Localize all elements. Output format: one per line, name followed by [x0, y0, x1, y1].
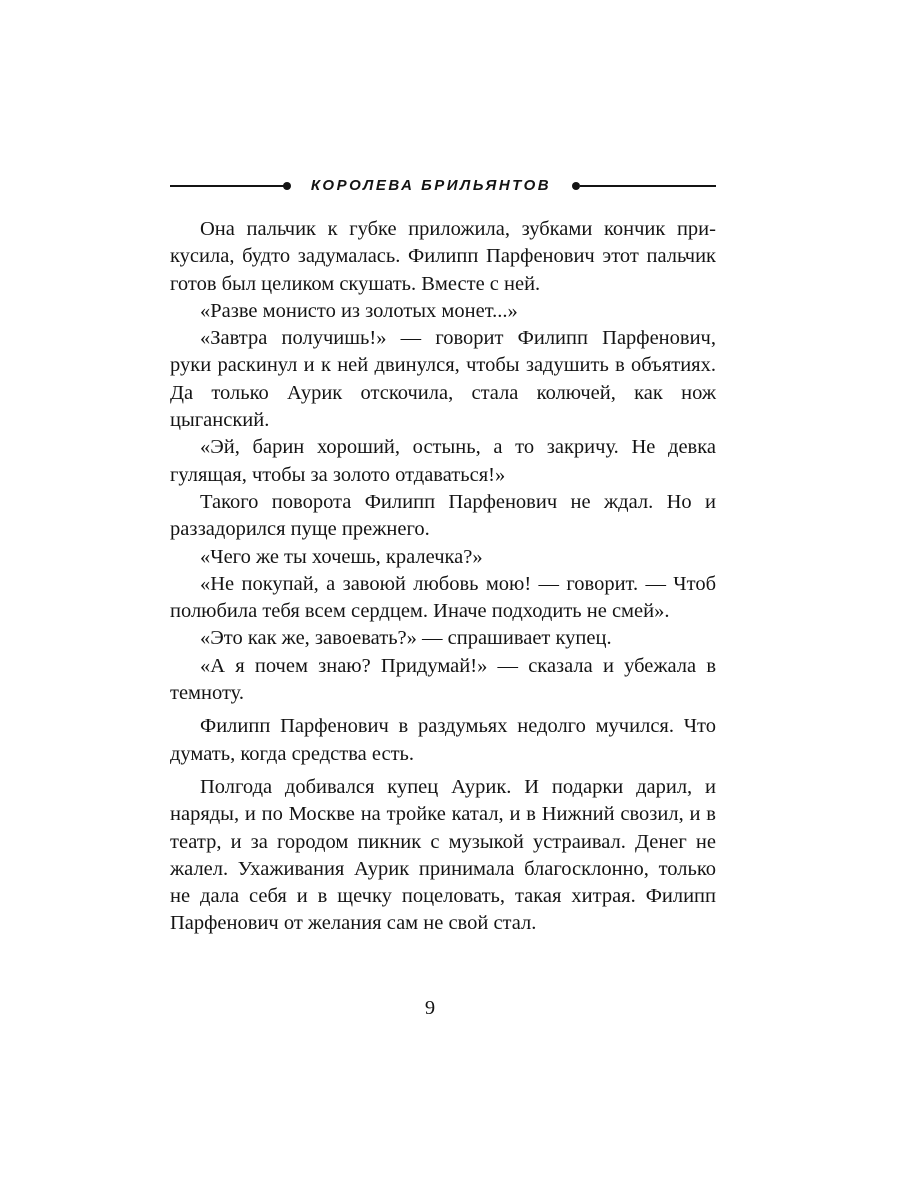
- paragraph: «Разве монисто из золотых монет...»: [200, 299, 518, 322]
- paragraph: «Эй, барин хороший, остынь, а то закричу. Не девка гулящая, чтобы за золото отдаваться!»: [170, 436, 716, 486]
- page-number: 9: [424, 997, 436, 1019]
- paragraph: «Это как же, завоевать?» — спрашивает купец.: [200, 627, 612, 650]
- running-header: [170, 174, 716, 198]
- paragraph: «А я почем знаю? Придумай!» — сказала и убежала в темноту.: [170, 654, 716, 705]
- paragraph: Она пальчик к губке приложила, зубками кончик прикусила, будто задумалась. Филипп Парфенович этот пальчик готов был целиком скушать. Вместе с ней.: [170, 218, 716, 295]
- header-bullet-left: [283, 182, 291, 190]
- header-rule-left: [170, 185, 286, 187]
- header-rule-right: [580, 185, 716, 187]
- paragraph: «Завтра получишь!» — говорит Филипп Парфенович, руки раскинул и к ней двинулся, чтобы задушить в объятиях. Да только Аурик отскочила, стала колючей, как нож цыганский.: [170, 327, 716, 432]
- paragraph: Полгода добивался купец Аурик. И подарки дарил, и наряды, и по Москве на тройке катал, и в Нижний свозил, и в театр, и за городом пикник с музыкой устраивал. Денег не жалел. Ухаживания Аурик принимала благосклонно, только не дала себя и в щечку поцеловать, такая хитрая. Филипп Парфенович от желания сам не свой стал.: [170, 775, 716, 935]
- running-header-title: КОРОЛЕВА БРИЛЬЯНТОВ: [310, 177, 552, 194]
- paragraph: «Не покупай, а завоюй любовь мою! — говорит. — Чтоб полюбила тебя всем сердцем. Иначе подходить не смей».: [170, 572, 716, 623]
- paragraph: Такого поворота Филипп Парфенович не ждал. Но и раззадорился пуще прежнего.: [170, 490, 716, 541]
- paragraph: Филипп Парфенович в раздумьях недолго мучился. Что думать, когда средства есть.: [170, 715, 716, 765]
- header-bullet-right: [572, 182, 580, 190]
- body-text: [170, 216, 716, 938]
- paragraph: «Чего же ты хочешь, кралечка?»: [200, 545, 483, 568]
